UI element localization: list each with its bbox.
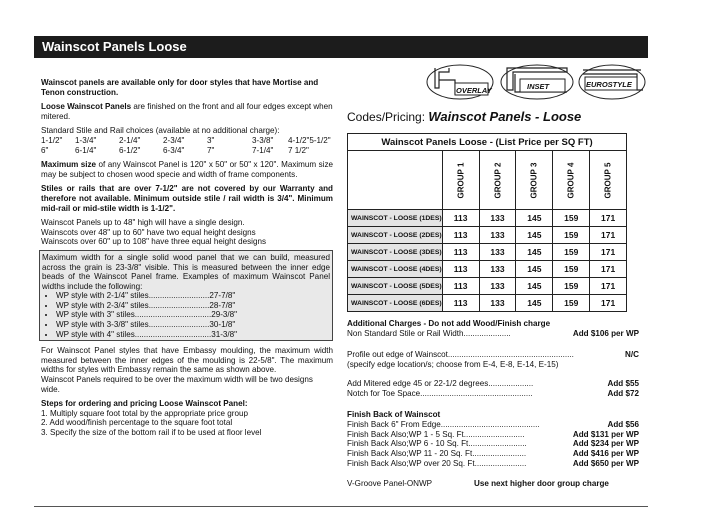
stile-value: 6": [41, 145, 49, 155]
price-cell: 113: [442, 295, 479, 312]
group-label: GROUP 3: [529, 162, 539, 198]
profile-note: (specify edge location/s; choose from E-4, E-8, E-14, E-15): [347, 360, 559, 370]
step-item: 1. Multiply square foot total by the appropriate price group: [41, 408, 248, 418]
list-item: [56, 320, 330, 330]
price-cell: 133: [479, 244, 516, 261]
table-row: [348, 227, 627, 244]
height-line: Wainscots over 48" up to 60" have two equal height designs: [41, 227, 256, 237]
height-line: Wainscots over 60" up to 108" have three equal height designs: [41, 237, 267, 247]
price-cell: 171: [590, 295, 627, 312]
row-label: WAINSCOT - LOOSE (6DES): [348, 295, 443, 312]
group-label: GROUP 5: [603, 162, 613, 198]
price-cell: 133: [479, 210, 516, 227]
over-max-paragraph: Wainscot Panels required to be over the maximum width will be two designs wide.: [41, 375, 313, 394]
finish-label: Finish Back Also;WP over 20 Sq. Ft.......................: [347, 458, 527, 468]
charge-label: Add Mitered edge 45 or 22-1/2 degrees....................: [347, 378, 534, 388]
group-label: GROUP 2: [492, 162, 502, 198]
inset-door-icon: [499, 62, 575, 102]
table-caption-row: [348, 134, 627, 151]
price-cell: 113: [442, 227, 479, 244]
page-title: Wainscot Panels Loose: [42, 39, 187, 54]
stile-value: 7 1/2": [288, 145, 309, 155]
charge-label: Notch for Toe Space..................................................: [347, 388, 533, 398]
wp-dots: ...........................: [148, 320, 210, 330]
price-cell: 171: [590, 261, 627, 278]
table-row: [348, 261, 627, 278]
max-width-list: [42, 291, 330, 339]
step-item: 2. Add wood/finish percentage to the square foot total: [41, 418, 233, 428]
wp-label: • WP style with 3-3/8" stiles: [56, 320, 149, 330]
charge-row: [347, 350, 639, 360]
stile-value: 3-3/8": [252, 135, 274, 145]
eurostyle-label: EUROSTYLE: [586, 80, 632, 89]
row-label: WAINSCOT - LOOSE (4DES): [348, 261, 443, 278]
price-cell: 171: [590, 278, 627, 295]
price-cell: 113: [442, 210, 479, 227]
price-cell: 171: [590, 227, 627, 244]
overlay-label: OVERLAY: [456, 86, 492, 95]
wp-value: 27-7/8": [209, 291, 236, 301]
price-cell: 145: [516, 295, 553, 312]
price-cell: 113: [442, 244, 479, 261]
overlay-door-drawing: [425, 62, 495, 102]
charge-row: [347, 329, 639, 339]
finish-row: [347, 439, 639, 449]
overlay-door-icon: [425, 62, 495, 102]
charge-label: Profile out edge of Wainscot........................................................: [347, 350, 574, 360]
list-item: [56, 301, 330, 311]
price-cell: 145: [516, 278, 553, 295]
loose-paragraph: [41, 102, 333, 121]
wp-dots: ...........................: [148, 291, 210, 301]
price-cell: 159: [553, 244, 590, 261]
price-cell: 171: [590, 210, 627, 227]
max-size-text: of any Wainscot Panel is 120" x 50" or 50" x 120". Maximum size may be subject to chosen wood specie and width of frame components.: [41, 160, 333, 179]
codes-title: Wainscot Panels - Loose: [428, 109, 582, 124]
charge-row: [347, 379, 639, 389]
group-header: [516, 151, 553, 210]
stile-value: 6-1/4": [75, 145, 97, 155]
group-label: GROUP 1: [456, 162, 466, 198]
row-label: WAINSCOT - LOOSE (2DES): [348, 227, 443, 244]
charge-value: Add $55: [607, 378, 639, 388]
max-width-text: Maximum width for a single solid wood panel that we can build, measured across the grain is 23-3/8" visible. This is measured between the inner edge beads of the Wainscot Panel frame. Examples of maximum Wainscot Panel widths include the following:: [42, 252, 330, 291]
max-width-box: [39, 250, 333, 341]
price-cell: 133: [479, 295, 516, 312]
finish-row: [347, 430, 639, 440]
charge-value: N/C: [625, 350, 639, 360]
charge-value: Add $106 per WP: [572, 328, 639, 338]
finish-row: [347, 459, 639, 469]
price-cell: 133: [479, 227, 516, 244]
table-header-row: [348, 151, 627, 210]
stile-value: 7": [207, 145, 215, 155]
charge-label: Non Standard Stile or Rail Width.....................: [347, 328, 511, 338]
price-cell: 159: [553, 278, 590, 295]
wp-dots: ...........................: [148, 300, 210, 310]
price-cell: 159: [553, 295, 590, 312]
max-size-paragraph: [41, 160, 333, 179]
table-row: [348, 278, 627, 295]
wp-value: 30-1/8": [209, 320, 236, 330]
stile-value: 6-3/4": [163, 145, 185, 155]
finish-label: Finish Back Also;WP 1 - 5 Sq. Ft...........................: [347, 429, 525, 439]
price-cell: 145: [516, 244, 553, 261]
charges-title: Additional Charges - Do not add Wood/Finish charge: [347, 319, 551, 328]
group-label: GROUP 4: [566, 162, 576, 198]
eurostyle-door-icon: [577, 62, 647, 102]
price-cell: 145: [516, 227, 553, 244]
inset-label: INSET: [527, 82, 550, 91]
stile-row-1: [41, 136, 333, 146]
codes-heading: [347, 109, 581, 124]
group-header: [442, 151, 479, 210]
finish-value: Add $234 per WP: [572, 439, 639, 449]
stile-value: 2-3/4": [163, 135, 185, 145]
intro-paragraph: Wainscot panels are available only for door styles that have Mortise and Tenon construction.: [41, 78, 319, 97]
loose-label: Loose Wainscot Panels: [41, 102, 132, 112]
stile-intro: Standard Stile and Rail choices (available at no additional charge):: [41, 126, 280, 136]
price-cell: 133: [479, 261, 516, 278]
step-item: 3. Specify the size of the bottom rail if to be used at floor level: [41, 428, 262, 437]
charge-row: [347, 389, 639, 399]
embassy-paragraph: For Wainscot Panel styles that have Embassy moulding, the maximum width measured between the inner edges of the moulding is 22-5/8". The maximum widths for styles with Embassy remain the same as shown above.: [41, 346, 333, 375]
finish-label: Finish Back Also;WP 6 - 10 Sq. Ft..........................: [347, 439, 527, 449]
price-cell: 113: [442, 261, 479, 278]
price-cell: 113: [442, 278, 479, 295]
wp-dots: ..................................: [134, 310, 212, 320]
finish-value: Add $56: [607, 419, 639, 429]
stiles-warning: Stiles or rails that are over 7-1/2" are not covered by our Warranty and therefore not available. Minimum outside stile / rail width is 3/4". Minimum mid-rail or mid-stile width is 1-1/2".: [41, 184, 333, 213]
additional-charges: [347, 319, 639, 489]
stile-value: 1-3/4": [75, 135, 97, 145]
wp-dots: ..................................: [134, 329, 212, 339]
finish-label: Finish Back Also;WP 11 - 20 Sq. Ft........................: [347, 449, 527, 459]
row-label: WAINSCOT - LOOSE (5DES): [348, 278, 443, 295]
vgroove-label: V-Groove Panel-ONWP: [347, 479, 433, 489]
steps-title: Steps for ordering and pricing Loose Wainscot Panel:: [41, 399, 248, 409]
finish-label: Finish Back 6" From Edge............................................: [347, 419, 540, 429]
group-header: [553, 151, 590, 210]
finish-value: Add $416 per WP: [572, 449, 639, 459]
wp-label: • WP style with 3" stiles: [56, 310, 135, 320]
price-cell: 145: [516, 210, 553, 227]
footer-divider: [34, 506, 648, 507]
stile-value: 1-1/2": [41, 135, 63, 145]
table-row: [348, 295, 627, 312]
list-item: [56, 330, 330, 340]
finish-value: Add $131 per WP: [572, 429, 639, 439]
wp-label: • WP style with 2-1/4" stiles: [56, 291, 149, 301]
group-header: [479, 151, 516, 210]
left-column: [41, 78, 333, 438]
price-cell: 171: [590, 244, 627, 261]
row-label: WAINSCOT - LOOSE (3DES): [348, 244, 443, 261]
stile-value: 3": [207, 135, 215, 145]
group-header: [590, 151, 627, 210]
finish-title: Finish Back of Wainscot: [347, 410, 441, 420]
vgroove-row: [347, 479, 639, 489]
stile-value: 7-1/4": [252, 145, 274, 155]
wp-label: • WP style with 4" stiles: [56, 329, 135, 339]
finish-row: [347, 449, 639, 459]
vgroove-value: Use next higher door group charge: [474, 479, 609, 489]
table-row: [348, 210, 627, 227]
table-corner: [348, 151, 443, 210]
row-label: WAINSCOT - LOOSE (1DES): [348, 210, 443, 227]
stile-value: 5-1/2": [309, 135, 331, 145]
price-cell: 133: [479, 278, 516, 295]
finish-row: [347, 420, 639, 430]
table-row: [348, 244, 627, 261]
wp-value: 31-3/8": [211, 329, 238, 339]
charge-value: Add $72: [607, 388, 639, 398]
list-item: [56, 310, 330, 320]
wp-value: 29-3/8": [211, 310, 238, 320]
list-item: [56, 291, 330, 301]
price-cell: 159: [553, 261, 590, 278]
max-size-label: Maximum size: [41, 160, 97, 170]
stile-value: 6-1/2": [119, 145, 141, 155]
finish-value: Add $650 per WP: [572, 458, 639, 468]
codes-prefix: Codes/Pricing:: [347, 110, 429, 124]
loose-text: are finished on the front and all four edges except when mitered.: [41, 102, 333, 121]
wp-value: 28-7/8": [209, 300, 236, 310]
stile-value: 2-1/4": [119, 135, 141, 145]
price-cell: 145: [516, 261, 553, 278]
price-cell: 159: [553, 227, 590, 244]
height-line: Wainscot Panels up to 48" high will have a single design.: [41, 218, 245, 228]
wp-label: • WP style with 2-3/4" stiles: [56, 300, 149, 310]
table-caption: Wainscot Panels Loose - (List Price per SQ FT): [348, 134, 627, 151]
price-cell: 159: [553, 210, 590, 227]
price-table: [347, 133, 627, 312]
stile-row-2: [41, 146, 333, 156]
stile-value: 4-1/2": [288, 135, 310, 145]
